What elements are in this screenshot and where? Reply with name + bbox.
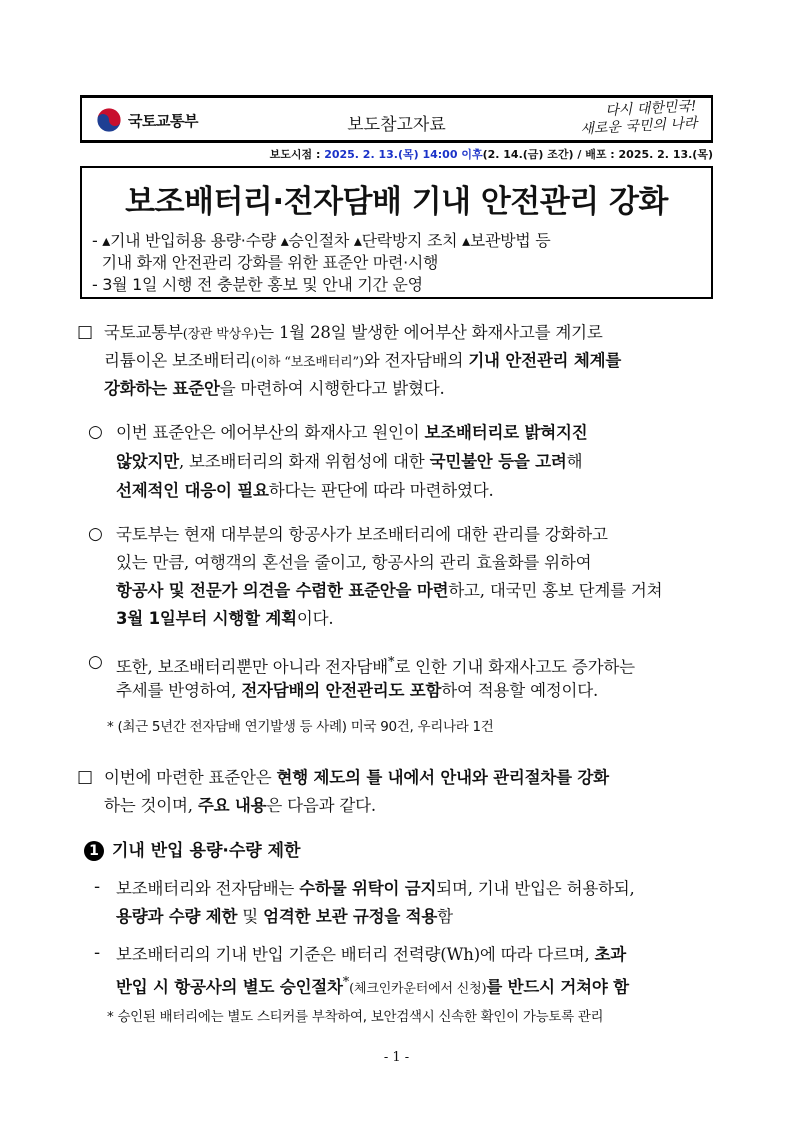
- paragraph-3-marker: ○: [88, 524, 103, 544]
- distribution-date: / 배포 : 2025. 2. 13.(목): [573, 148, 713, 161]
- org-name: 국토교통부: [128, 111, 198, 130]
- paragraph-5-marker: □: [77, 767, 94, 787]
- bullet-2-line-1: 보조배터리의 기내 반입 기준은 배터리 전력량(Wh)에 따라 다르며, 초과: [116, 945, 627, 964]
- subtitle-line-1: - ▴기내 반입허용 용량·수량 ▴승인절차 ▴단락방지 조치 ▴보관방법 등: [92, 231, 551, 250]
- paragraph-3-line-3: 항공사 및 전문가 의견을 수렴한 표준안을 마련하고, 대국민 홍보 단계를 거쳐: [116, 581, 663, 600]
- release-paper: (2. 14.(금) 조간): [482, 148, 574, 161]
- release-time: 2025. 2. 13.(목) 14:00 이후: [324, 148, 483, 161]
- paragraph-2-line-1: 이번 표준안은 에어부산의 화재사고 원인이 보조배터리로 밝혀지진: [116, 423, 588, 442]
- section-number-badge: 1: [84, 841, 104, 861]
- subtitle-line-2: 기내 화재 안전관리 강화를 위한 표준안 마련·시행: [92, 253, 439, 272]
- document-type: 보도참고자료: [347, 115, 446, 135]
- paragraph-4-footnote: * (최근 5년간 전자담배 연기발생 등 사례) 미국 90건, 우리나라 1건: [107, 719, 494, 735]
- paragraph-3-line-1: 국토부는 현재 대부분의 항공사가 보조배터리에 대한 관리를 강화하고: [116, 525, 608, 544]
- paragraph-2-marker: ○: [88, 422, 103, 442]
- release-label: 보도시점 :: [269, 148, 325, 161]
- paragraph-3-line-2: 있는 만큼, 여행객의 혼선을 줄이고, 항공사의 관리 효율화를 위하여: [116, 553, 592, 572]
- paragraph-4-line-1: 또한, 보조배터리뿐만 아니라 전자담배*로 인한 기내 화재사고도 증가하는: [116, 655, 635, 677]
- bullet-1-line-1: 보조배터리와 전자담배는 수하물 위탁이 금지되며, 기내 반입은 허용하되,: [116, 879, 635, 898]
- paragraph-5-line-1: 이번에 마련한 표준안은 현행 제도의 틀 내에서 안내와 관리절차를 강화: [104, 768, 609, 787]
- bullet-2-line-2: 반입 시 항공사의 별도 승인절차*(체크인카운터에서 신청)를 반드시 거쳐야 함: [116, 975, 629, 997]
- paragraph-1-line-2: 리튬이온 보조배터리(이하 “보조배터리”)와 전자담배의 기내 안전관리 체계를: [104, 351, 622, 370]
- paragraph-4-line-2: 추세를 반영하여, 전자담배의 안전관리도 포함하여 적용할 예정이다.: [116, 681, 599, 700]
- subtitle-line-3: - 3월 1일 시행 전 충분한 홍보 및 안내 기간 운영: [92, 275, 423, 294]
- paragraph-5-line-2: 하는 것이며, 주요 내용은 다음과 같다.: [104, 796, 376, 815]
- paragraph-2-line-3: 선제적인 대응이 필요하다는 판단에 따라 마련하였다.: [116, 481, 494, 500]
- page-number: - 1 -: [383, 1050, 410, 1065]
- bullet-1-marker: -: [94, 877, 101, 897]
- section-1-title: 기내 반입 용량·수량 제한: [112, 841, 301, 861]
- paragraph-4-marker: ○: [88, 652, 103, 672]
- bullet-2-marker: -: [94, 943, 101, 963]
- bullet-1-line-2: 용량과 수량 제한 및 엄격한 보관 규정을 적용함: [116, 907, 453, 926]
- slogan-line-2: 새로운 국민의 나라: [579, 115, 698, 138]
- section-1-heading: [84, 836, 300, 861]
- header-box: [80, 95, 713, 143]
- paragraph-3-line-4: 3월 1일부터 시행할 계획이다.: [116, 609, 334, 628]
- slogan-line-1: 다시 대한민국!: [604, 98, 697, 120]
- paragraph-2-line-2: 않았지만, 보조배터리의 화재 위험성에 대한 국민불안 등을 고려해: [116, 452, 583, 471]
- main-title: 보조배터리·전자담배 기내 안전관리 강화: [125, 184, 668, 220]
- paragraph-1-marker: □: [77, 322, 94, 342]
- paragraph-1-line-1: 국토교통부(장관 박상우)는 1월 28일 발생한 에어부산 화재사고를 계기로: [104, 323, 603, 342]
- paragraph-1-line-3: 강화하는 표준안을 마련하여 시행한다고 밝혔다.: [104, 379, 445, 398]
- release-info: [270, 146, 713, 162]
- bullet-2-footnote: * 승인된 배터리에는 별도 스티커를 부착하여, 보안검색시 신속한 확인이 가능토록 관리: [107, 1009, 604, 1025]
- title-box: [80, 166, 713, 299]
